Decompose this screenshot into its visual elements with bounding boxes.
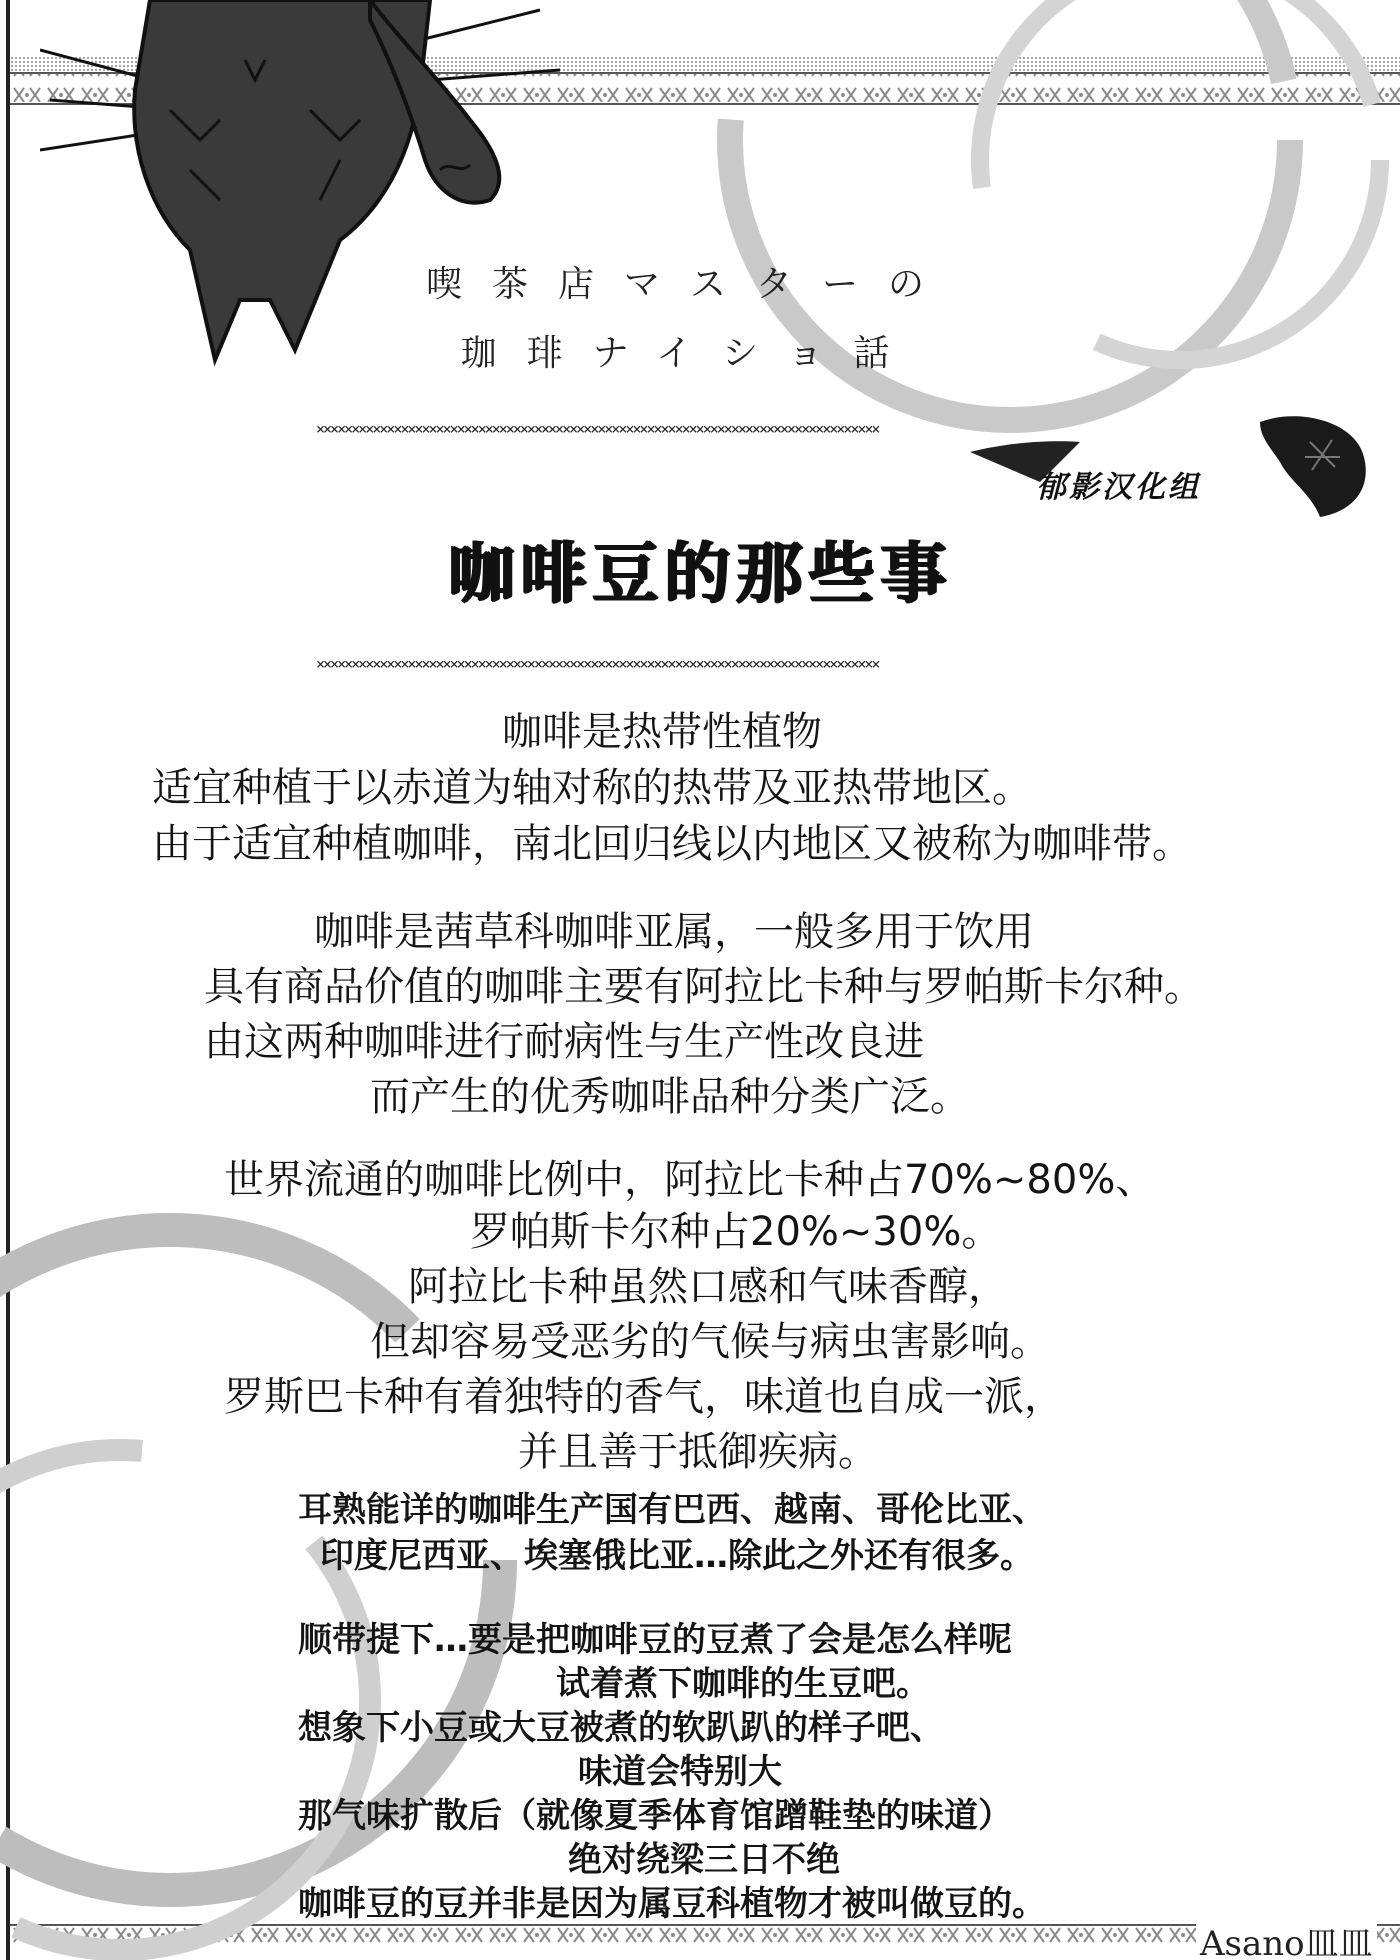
body-line: 阿拉比卡种虽然口感和气味香醇， bbox=[408, 1264, 1008, 1310]
body-line: 印度尼西亚、埃塞俄比亚…除此之外还有很多。 bbox=[320, 1536, 1034, 1576]
body-line: 罗帕斯卡尔种占20%~30%。 bbox=[470, 1209, 1002, 1255]
body-line: 但却容易受恶劣的气候与病虫害影响。 bbox=[370, 1319, 1050, 1365]
body-line: 试着煮下咖啡的生豆吧。 bbox=[556, 1664, 930, 1704]
japanese-title-line-2: 珈琲ナイショ話 bbox=[460, 333, 920, 374]
body-line: 咖啡是茜草科咖啡亚属，一般多用于饮用 bbox=[314, 909, 1034, 955]
body-line: 由于适宜种植咖啡，南北回归线以内地区又被称为咖啡带。 bbox=[152, 821, 1192, 867]
bottom-lace-band bbox=[10, 1922, 1400, 1960]
body-line: 咖啡是热带性植物 bbox=[502, 709, 822, 755]
body-line: 罗斯巴卡种有着独特的香气，味道也自成一派， bbox=[224, 1374, 1064, 1420]
cross-divider-top: ×××××××××××××××××××××××××××××××××××××××××××××××××××××××××××××××××××××××××××××××× bbox=[316, 420, 879, 438]
credit-text: 郁影汉化组 bbox=[1036, 470, 1201, 505]
black-cat-illustration bbox=[40, 0, 580, 370]
japanese-title-line-1: 喫茶店マスターの bbox=[425, 264, 954, 305]
body-line: 并且善于抵御疾病。 bbox=[518, 1429, 878, 1475]
artist-signature: Asano皿皿 bbox=[1196, 1916, 1377, 1960]
body-line: 那气味扩散后（就像夏季体育馆蹭鞋垫的味道） bbox=[298, 1796, 1012, 1836]
cross-divider-bottom: ×××××××××××××××××××××××××××××××××××××××××××××××××××××××××××××××××××××××××××××××× bbox=[316, 655, 879, 673]
body-line: 具有商品价值的咖啡主要有阿拉比卡种与罗帕斯卡尔种。 bbox=[204, 964, 1204, 1010]
body-line: 想象下小豆或大豆被煮的软趴趴的样子吧、 bbox=[298, 1708, 944, 1748]
body-line: 而产生的优秀咖啡品种分类广泛。 bbox=[370, 1074, 970, 1120]
body-line: 咖啡豆的豆并非是因为属豆科植物才被叫做豆的。 bbox=[298, 1884, 1046, 1924]
body-line: 顺带提下…要是把咖啡豆的豆煮了会是怎么样呢 bbox=[298, 1620, 1012, 1660]
left-border-line bbox=[6, 0, 10, 1960]
body-line: 绝对绕梁三日不绝 bbox=[568, 1840, 840, 1880]
body-line: 耳熟能详的咖啡生产国有巴西、越南、哥伦比亚、 bbox=[298, 1490, 1046, 1530]
body-line: 味道会特别大 bbox=[578, 1752, 782, 1792]
body-line: 适宜种植于以赤道为轴对称的热带及亚热带地区。 bbox=[152, 765, 1032, 811]
body-line: 世界流通的咖啡比例中，阿拉比卡种占70%~80%、 bbox=[224, 1157, 1156, 1203]
page-title: 咖啡豆的那些事 bbox=[448, 535, 952, 612]
body-line: 由这两种咖啡进行耐病性与生产性改良进 bbox=[204, 1019, 924, 1065]
